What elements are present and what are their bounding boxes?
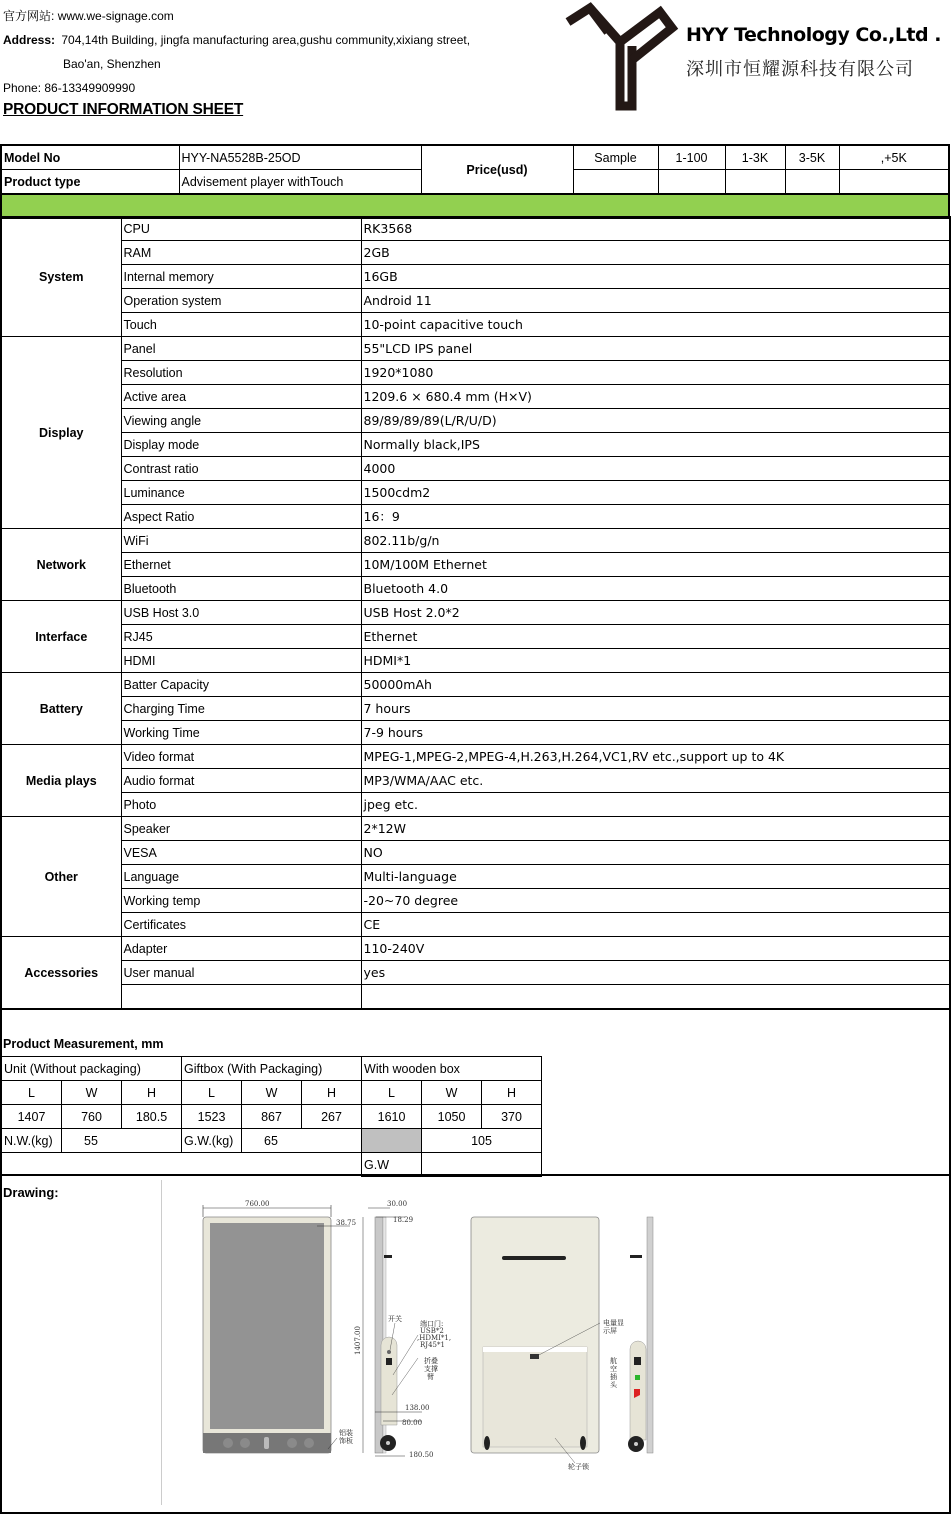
spec-label: Panel xyxy=(121,337,361,361)
price-value-5k-plus xyxy=(839,170,949,195)
model-value: HYY-NA5528B-25OD xyxy=(179,145,421,170)
company-name-en: HYY Technology Co.,Ltd . xyxy=(686,24,941,46)
spec-label: Batter Capacity xyxy=(121,673,361,697)
measurement-title: Product Measurement, mm xyxy=(3,1037,164,1051)
website-link[interactable]: www.we-signage.com xyxy=(57,9,174,23)
spec-row xyxy=(1,361,950,385)
hyy-triangle-logo-icon xyxy=(560,2,680,114)
spec-row xyxy=(1,985,950,1010)
spec-label: USB Host 3.0 xyxy=(121,601,361,625)
callout-plug-2: 空 xyxy=(610,1365,617,1373)
spec-value: MPEG-1,MPEG-2,MPEG-4,H.263,H.264,VC1,RV etc.,support up to 4K xyxy=(361,745,950,769)
spec-label: Viewing angle xyxy=(121,409,361,433)
dim-header: L xyxy=(362,1081,422,1105)
spec-label: Working Time xyxy=(121,721,361,745)
price-label: Price(usd) xyxy=(421,145,573,194)
dim-header: W xyxy=(62,1081,122,1105)
wooden-weight-value: 105 xyxy=(422,1129,542,1153)
dim-depth-inner: 18.29 xyxy=(393,1216,414,1224)
price-tier-1-3k: 1-3K xyxy=(725,145,785,170)
dim-bezel: 38.75 xyxy=(336,1219,357,1227)
spec-label: HDMI xyxy=(121,649,361,673)
website-label: 官方网站: xyxy=(3,9,55,23)
spec-row xyxy=(1,529,950,553)
blank-cell xyxy=(2,1153,362,1177)
spec-group-interface: Interface xyxy=(1,601,121,673)
spec-row xyxy=(1,481,950,505)
spec-value: 7 hours xyxy=(361,697,950,721)
spec-value: NO xyxy=(361,841,950,865)
address-line xyxy=(3,33,470,47)
spec-value: 50000mAh xyxy=(361,673,950,697)
spec-row xyxy=(1,913,950,937)
spec-label: Bluetooth xyxy=(121,577,361,601)
spec-value xyxy=(361,985,950,1010)
dim-header: W xyxy=(242,1081,302,1105)
company-name-cn: 深圳市恒耀源科技有限公司 xyxy=(686,59,914,80)
spec-value: USB Host 2.0*2 xyxy=(361,601,950,625)
measurement-table xyxy=(1,1056,542,1177)
spec-value: 16GB xyxy=(361,265,950,289)
gw-label: G.W.(kg) xyxy=(182,1129,242,1153)
product-type-label: Product type xyxy=(1,170,179,195)
price-tier-5k-plus: ,+5K xyxy=(839,145,949,170)
green-band xyxy=(1,194,949,218)
callout-battery-1: 电量显 xyxy=(603,1319,624,1327)
spec-row xyxy=(1,841,950,865)
spec-row xyxy=(1,313,950,337)
dim-header: W xyxy=(422,1081,482,1105)
spec-value: Bluetooth 4.0 xyxy=(361,577,950,601)
spec-row xyxy=(1,937,950,961)
spec-value: Ethernet xyxy=(361,625,950,649)
spec-label: Certificates xyxy=(121,913,361,937)
spec-label: Resolution xyxy=(121,361,361,385)
back-view xyxy=(471,1217,600,1463)
phone: Phone: 86-13349909990 xyxy=(3,81,136,95)
spec-label: WiFi xyxy=(121,529,361,553)
spec-value: Multi-language xyxy=(361,865,950,889)
callout-ports-2: ,HDMI*1, xyxy=(417,1334,452,1342)
spec-value: HDMI*1 xyxy=(361,649,950,673)
spec-group-media-plays: Media plays xyxy=(1,745,121,817)
dim-value: 1050 xyxy=(422,1105,482,1129)
spec-row xyxy=(1,457,950,481)
callout-wheel-lock: 轮子锁 xyxy=(568,1463,589,1471)
spec-value: 89/89/89/89(L/R/U/D) xyxy=(361,409,950,433)
spec-value: 1920*1080 xyxy=(361,361,950,385)
spec-value: 7-9 hours xyxy=(361,721,950,745)
dim-foot-2: 80.00 xyxy=(402,1419,423,1427)
spec-label: RAM xyxy=(121,241,361,265)
wooden-gw-value xyxy=(422,1153,542,1177)
spec-value: 16：9 xyxy=(361,505,950,529)
spec-value: CE xyxy=(361,913,950,937)
spec-row xyxy=(1,961,950,985)
spec-row xyxy=(1,721,950,745)
spec-value: 10-point capacitive touch xyxy=(361,313,950,337)
spec-row xyxy=(1,889,950,913)
spec-group-battery: Battery xyxy=(1,673,121,745)
price-value-1-3k xyxy=(725,170,785,195)
spec-row xyxy=(1,337,950,361)
spec-label: Photo xyxy=(121,793,361,817)
spec-table xyxy=(0,216,951,1010)
spec-label: VESA xyxy=(121,841,361,865)
spec-value: 4000 xyxy=(361,457,950,481)
dim-value: 370 xyxy=(482,1105,542,1129)
dim-header: H xyxy=(122,1081,182,1105)
spec-label: Speaker xyxy=(121,817,361,841)
callout-trim-1: 铝装 xyxy=(339,1429,353,1437)
spec-value: 1500cdm2 xyxy=(361,481,950,505)
nw-value: 55 xyxy=(62,1129,182,1153)
address-label: Address: xyxy=(3,33,56,47)
address-line-2: Bao'an, Shenzhen xyxy=(63,57,161,71)
measurement-group-wooden: With wooden box xyxy=(362,1057,542,1081)
spec-row xyxy=(1,601,950,625)
price-value-3-5k xyxy=(785,170,839,195)
wooden-gray-cell xyxy=(362,1129,422,1153)
spec-label: CPU xyxy=(121,217,361,241)
drawing-divider xyxy=(161,1180,162,1505)
spec-label: Charging Time xyxy=(121,697,361,721)
spec-label: RJ45 xyxy=(121,625,361,649)
dim-header: L xyxy=(2,1081,62,1105)
spec-label: Aspect Ratio xyxy=(121,505,361,529)
spec-row xyxy=(1,433,950,457)
product-drawing xyxy=(190,1195,670,1475)
dim-header: H xyxy=(302,1081,362,1105)
spec-value: 802.11b/g/n xyxy=(361,529,950,553)
dim-value: 867 xyxy=(242,1105,302,1129)
dim-value: 267 xyxy=(302,1105,362,1129)
spec-label: User manual xyxy=(121,961,361,985)
dim-value: 180.5 xyxy=(122,1105,182,1129)
callout-fold-1: 折叠 xyxy=(424,1357,438,1365)
spec-value: 2GB xyxy=(361,241,950,265)
spec-row xyxy=(1,769,950,793)
spec-value: Normally black,IPS xyxy=(361,433,950,457)
callout-battery-2: 示屏 xyxy=(603,1327,617,1335)
spec-row xyxy=(1,697,950,721)
spec-row xyxy=(1,289,950,313)
price-tier-3-5k: 3-5K xyxy=(785,145,839,170)
price-tier-sample: Sample xyxy=(573,145,658,170)
spec-row xyxy=(1,505,950,529)
spec-group-display: Display xyxy=(1,337,121,529)
dim-header: L xyxy=(182,1081,242,1105)
gw-value: 65 xyxy=(242,1129,362,1153)
callout-switch: 开关 xyxy=(388,1315,402,1323)
price-value-1-100 xyxy=(658,170,725,195)
callout-plug-1: 航 xyxy=(610,1357,617,1365)
spec-label: Display mode xyxy=(121,433,361,457)
spec-group-network: Network xyxy=(1,529,121,601)
spec-value: 1209.6 × 680.4 mm (H×V) xyxy=(361,385,950,409)
spec-label: Touch xyxy=(121,313,361,337)
spec-group-other: Other xyxy=(1,817,121,937)
spec-label: Working temp xyxy=(121,889,361,913)
spec-row xyxy=(1,265,950,289)
measurement-group-unit: Unit (Without packaging) xyxy=(2,1057,182,1081)
model-label: Model No xyxy=(1,145,179,170)
front-view xyxy=(203,1205,350,1453)
dim-width: 760.00 xyxy=(245,1200,270,1208)
callout-fold-2: 支撑 xyxy=(424,1365,438,1373)
spec-label: Luminance xyxy=(121,481,361,505)
spec-row xyxy=(1,673,950,697)
spec-row xyxy=(1,649,950,673)
callout-ports-1: USB*2 xyxy=(420,1327,444,1335)
spec-label: Video format xyxy=(121,745,361,769)
wooden-gw-label: G.W xyxy=(362,1153,422,1177)
spec-label xyxy=(121,985,361,1010)
spec-value: 55"LCD IPS panel xyxy=(361,337,950,361)
side-view-2 xyxy=(628,1217,653,1453)
spec-value: MP3/WMA/AAC etc. xyxy=(361,769,950,793)
spec-row xyxy=(1,577,950,601)
spec-row xyxy=(1,409,950,433)
spec-label: Audio format xyxy=(121,769,361,793)
spec-value: yes xyxy=(361,961,950,985)
spec-row xyxy=(1,865,950,889)
page-title: PRODUCT INFORMATION SHEET xyxy=(3,101,244,118)
dim-value: 760 xyxy=(62,1105,122,1129)
nw-label: N.W.(kg) xyxy=(2,1129,62,1153)
spec-group-system: System xyxy=(1,217,121,337)
callout-plug-4: 头 xyxy=(610,1381,617,1389)
measurement-group-giftbox: Giftbox (With Packaging) xyxy=(182,1057,362,1081)
dim-value: 1407 xyxy=(2,1105,62,1129)
spec-label: Ethernet xyxy=(121,553,361,577)
price-tier-1-100: 1-100 xyxy=(658,145,725,170)
address-line-1: 704,14th Building, jingfa manufacturing area,gushu community,xixiang street, xyxy=(61,33,471,47)
spec-row xyxy=(1,241,950,265)
spec-row xyxy=(1,745,950,769)
spec-label: Adapter xyxy=(121,937,361,961)
callout-fold-3: 臂 xyxy=(427,1373,434,1381)
dim-height: 1407.00 xyxy=(354,1326,362,1355)
price-value-sample xyxy=(573,170,658,195)
dim-value: 1610 xyxy=(362,1105,422,1129)
callout-plug-3: 插 xyxy=(610,1373,617,1381)
product-header-table xyxy=(0,144,950,219)
spec-value: Android 11 xyxy=(361,289,950,313)
spec-value: 10M/100M Ethernet xyxy=(361,553,950,577)
spec-label: Language xyxy=(121,865,361,889)
callout-ports-title: 端口门: xyxy=(420,1320,444,1328)
product-type-value: Advisement player withTouch xyxy=(179,170,421,195)
spec-value: RK3568 xyxy=(361,217,950,241)
spec-group-accessories: Accessories xyxy=(1,937,121,1010)
spec-row xyxy=(1,793,950,817)
spec-label: Internal memory xyxy=(121,265,361,289)
dim-depth-top: 30.00 xyxy=(387,1200,408,1208)
spec-row xyxy=(1,553,950,577)
spec-label: Contrast ratio xyxy=(121,457,361,481)
callout-ports-3: RJ45*1 xyxy=(420,1341,445,1349)
website-line xyxy=(3,9,174,23)
dim-total-depth: 180.50 xyxy=(409,1451,434,1459)
spec-label: Active area xyxy=(121,385,361,409)
callout-trim-2: 饰板 xyxy=(339,1437,353,1445)
spec-label: Operation system xyxy=(121,289,361,313)
drawing-label: Drawing: xyxy=(3,1185,59,1200)
spec-value: 110-240V xyxy=(361,937,950,961)
dim-value: 1523 xyxy=(182,1105,242,1129)
spec-row xyxy=(1,625,950,649)
spec-row xyxy=(1,817,950,841)
dim-header: H xyxy=(482,1081,542,1105)
dim-foot-1: 138.00 xyxy=(405,1404,430,1412)
spec-row xyxy=(1,217,950,241)
spec-value: -20~70 degree xyxy=(361,889,950,913)
spec-value: jpeg etc. xyxy=(361,793,950,817)
spec-row xyxy=(1,385,950,409)
spec-value: 2*12W xyxy=(361,817,950,841)
